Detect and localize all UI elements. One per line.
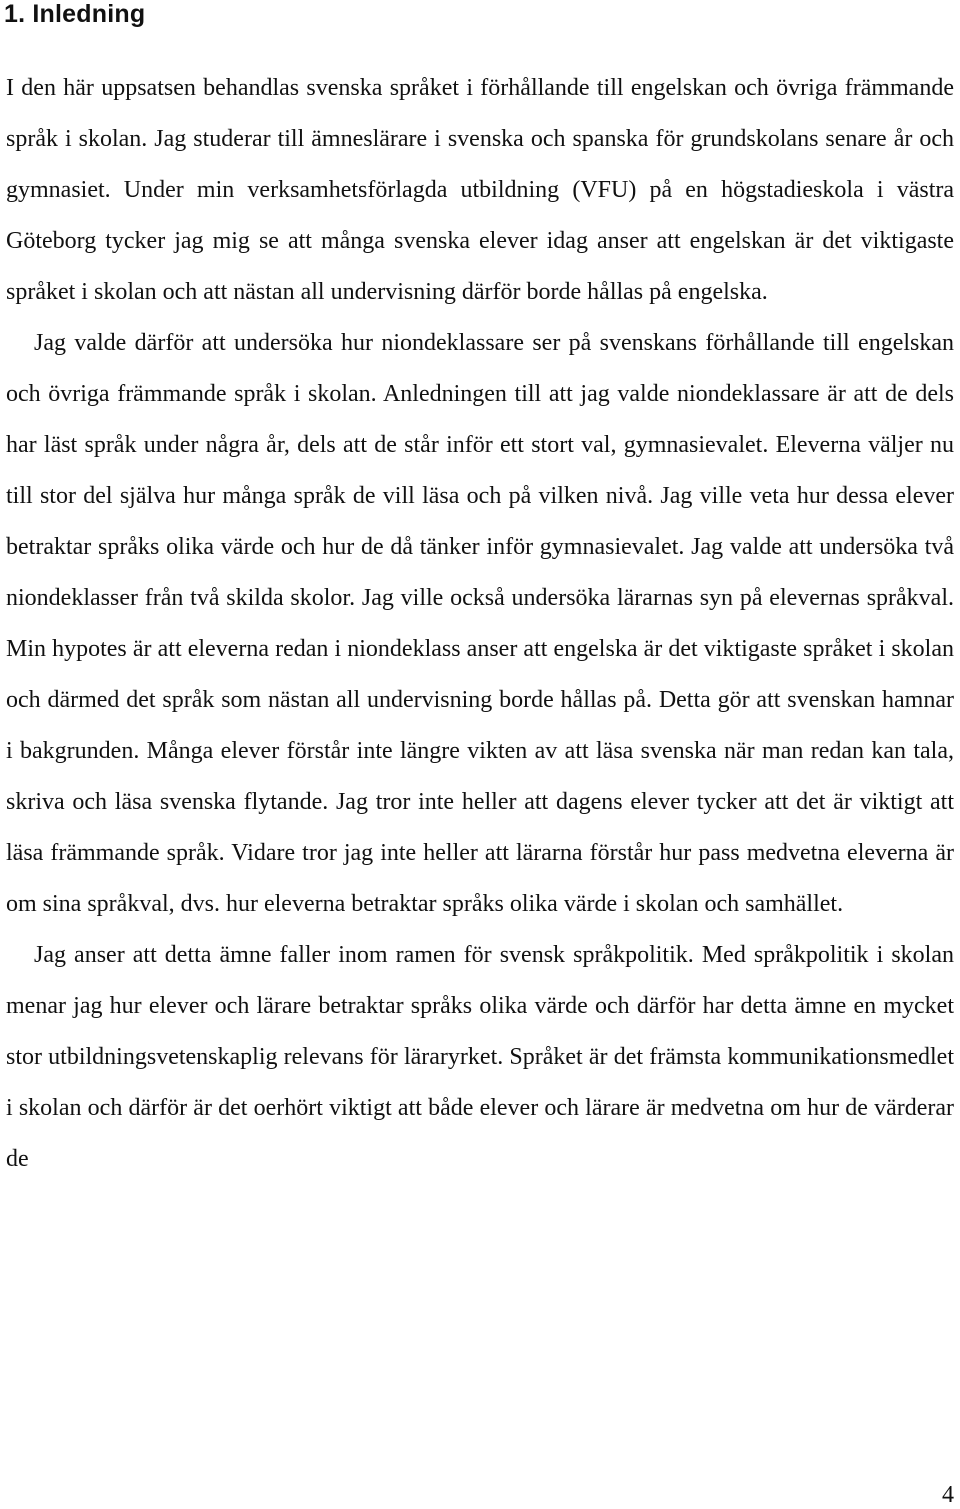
section-heading: 1. Inledning [4, 0, 146, 28]
paragraph-introduction: I den här uppsatsen behandlas svenska språket i förhållande till engelskan och övriga främmande språk i skolan. Jag studerar till ämneslärare i svenska och spanska för grundskolans senare år och gymnasiet. Under min verksamhetsförlagda utbildning (VFU) på en högstadieskola i västra Göteborg tycker jag mig se att många svenska elever idag anser att engelskan är det viktigaste språket i skolan och att nästan all undervisning därför borde hållas på engelska. [6, 75, 954, 305]
paragraph-language-policy: Jag anser att detta ämne faller inom ramen för svensk språkpolitik. Med språkpolitik i skolan menar jag hur elever och lärare betraktar språks olika värde och därför har detta ämne en mycket stor utbildningsvetenskaplig relevans för läraryrket. Språket är det främsta kommunikationsmedlet i skolan och därför är det oerhört viktigt att både elever och lärare är medvetna om hur de värderar de [6, 942, 954, 1172]
paragraph-study-purpose: Jag valde därför att undersöka hur niondeklassare ser på svenskans förhållande till engelskan och övriga främmande språk i skolan. Anledningen till att jag valde niondeklassare är att de dels har läst språk under några år, dels att de står inför ett stort val, gymnasievalet. Eleverna väljer nu till stor del själva hur många språk de vill läsa och på vilken nivå. Jag ville veta hur dessa elever betraktar språks olika värde och hur de då tänker inför gymnasievalet. Jag valde att undersöka två niondeklasser från två skilda skolor. Jag ville också undersöka lärarnas syn på elevernas språkval. Min hypotes är att eleverna redan i niondeklass anser att engelska är det viktigaste språket i skolan och därmed det språk som nästan all undervisning borde hållas på. Detta gör att svenskan hamnar i bakgrunden. Många elever förstår inte längre vikten av att läsa svenska när man redan kan tala, skriva och läsa svenska flytande. Jag tror inte heller att dagens elever tycker att det är viktigt att läsa främmande språk. Vidare tror jag inte heller att lärarna förstår hur pass medvetna eleverna är om sina språkval, dvs. hur eleverna betraktar språks olika värde i skolan och samhället. [6, 330, 954, 917]
page-number: 4 [942, 1482, 954, 1508]
body-text [6, 63, 954, 1185]
